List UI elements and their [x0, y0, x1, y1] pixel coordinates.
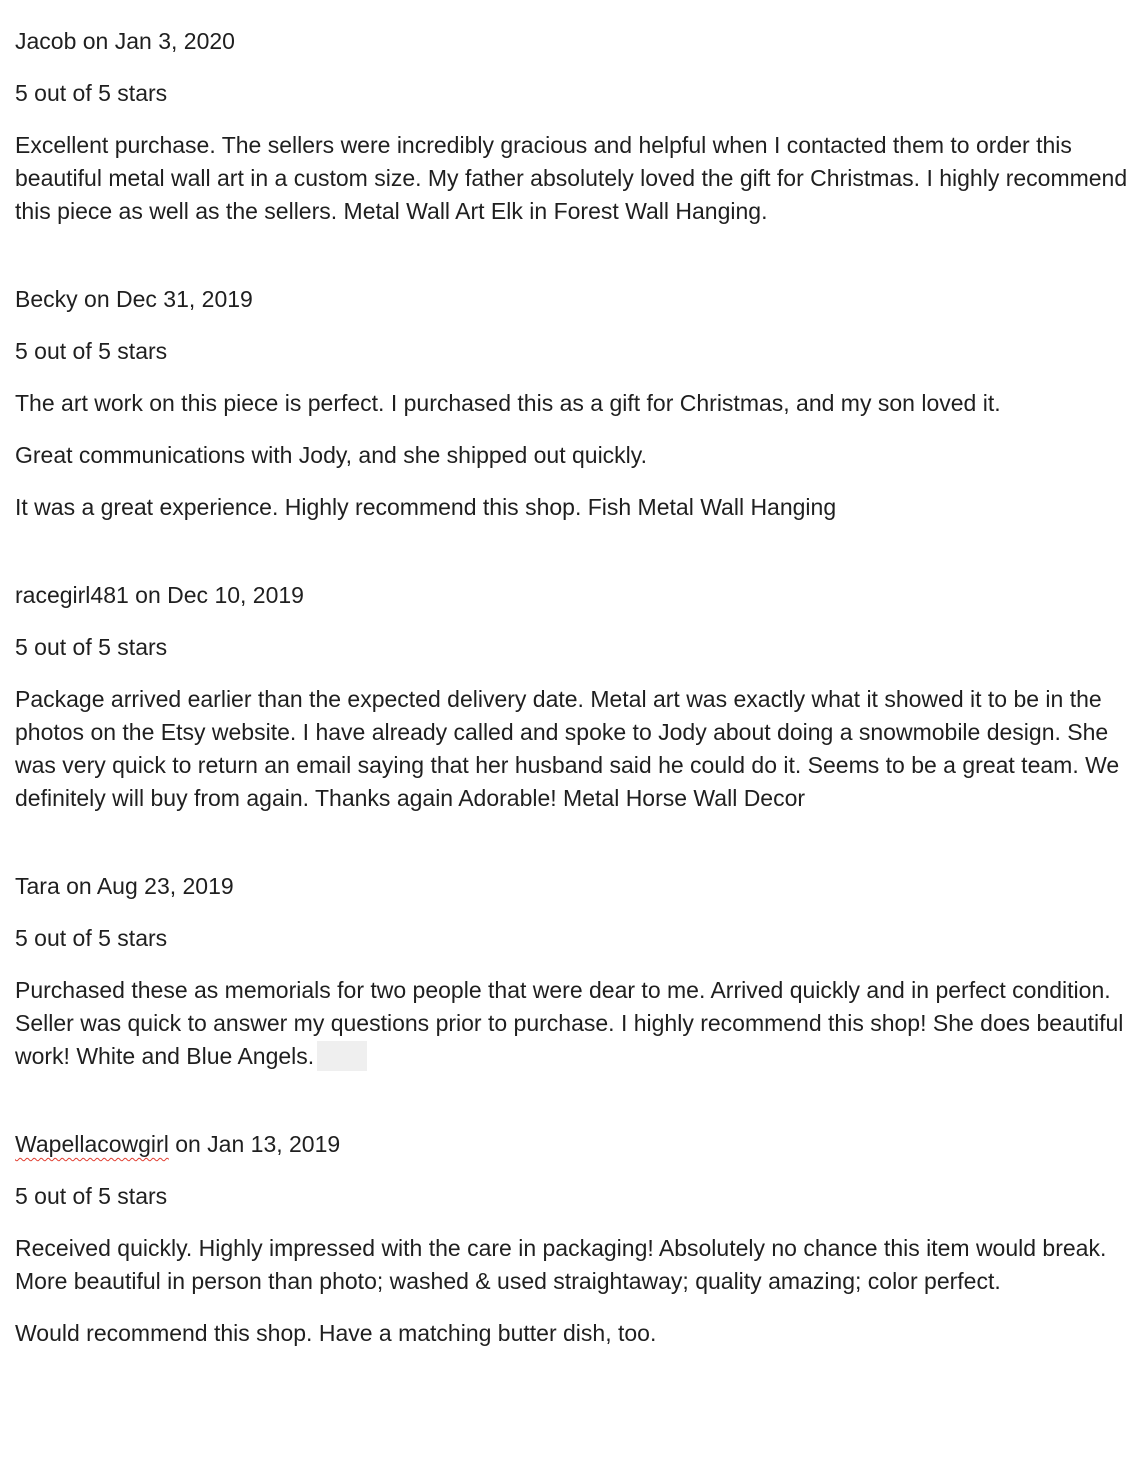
review-text: Excellent purchase. The sellers were incredibly gracious and helpful when I contacted them to order this beautiful metal wall art in a custom size. My father absolutely loved the gift for Christmas. I highly recommend this piece as well as the sellers. Metal Wall Art Elk in Forest Wall Hanging.	[15, 132, 1128, 224]
review-text: The art work on this piece is perfect. I purchased this as a gift for Christmas, and my son loved it.	[15, 390, 1001, 416]
review-author-suffix: on Jan 13, 2019	[168, 1131, 341, 1157]
review-author	[15, 1128, 1131, 1161]
review-author: Jacob on Jan 3, 2020	[15, 28, 235, 54]
review-text-span: Purchased these as memorials for two people that were dear to me. Arrived quickly and in perfect condition. Seller was quick to answer my questions prior to purchase. I highly recommend this shop! She does beautiful work! White and Blue Angels.	[15, 977, 1124, 1069]
review-text: Great communications with Jody, and she shipped out quickly.	[15, 442, 647, 468]
review-text: It was a great experience. Highly recommend this shop. Fish Metal Wall Hanging	[15, 494, 837, 520]
review	[15, 283, 1131, 524]
review-text: Package arrived earlier than the expected delivery date. Metal art was exactly what it showed it to be in the photos on the Etsy website. I have already called and spoke to Jody about doing a snowmobile design. She was very quick to return an email saying that her husband said he could do it. Seems to be a great team. We definitely will buy from again. Thanks again Adorable! Metal Horse Wall Decor	[15, 686, 1120, 811]
review-author: Tara on Aug 23, 2019	[15, 873, 234, 899]
highlight-box	[317, 1041, 367, 1071]
review-author: Becky on Dec 31, 2019	[15, 286, 253, 312]
review	[15, 870, 1131, 1073]
review-rating: 5 out of 5 stars	[15, 80, 168, 106]
review	[15, 25, 1131, 228]
review-text: Would recommend this shop. Have a matching butter dish, too.	[15, 1320, 657, 1346]
review-rating: 5 out of 5 stars	[15, 634, 168, 660]
review	[15, 1128, 1131, 1350]
review-rating: 5 out of 5 stars	[15, 1183, 168, 1209]
review-rating: 5 out of 5 stars	[15, 338, 168, 364]
review-author: racegirl481 on Dec 10, 2019	[15, 582, 304, 608]
review-text	[15, 974, 1131, 1073]
review-text: Received quickly. Highly impressed with the care in packaging! Absolutely no chance this item would break. More beautiful in person than photo; washed & used straightaway; quality amazing; color perfect.	[15, 1235, 1107, 1294]
review-author-misspelled: Wapellacowgirl	[15, 1131, 169, 1157]
review-rating: 5 out of 5 stars	[15, 925, 168, 951]
review	[15, 579, 1131, 815]
